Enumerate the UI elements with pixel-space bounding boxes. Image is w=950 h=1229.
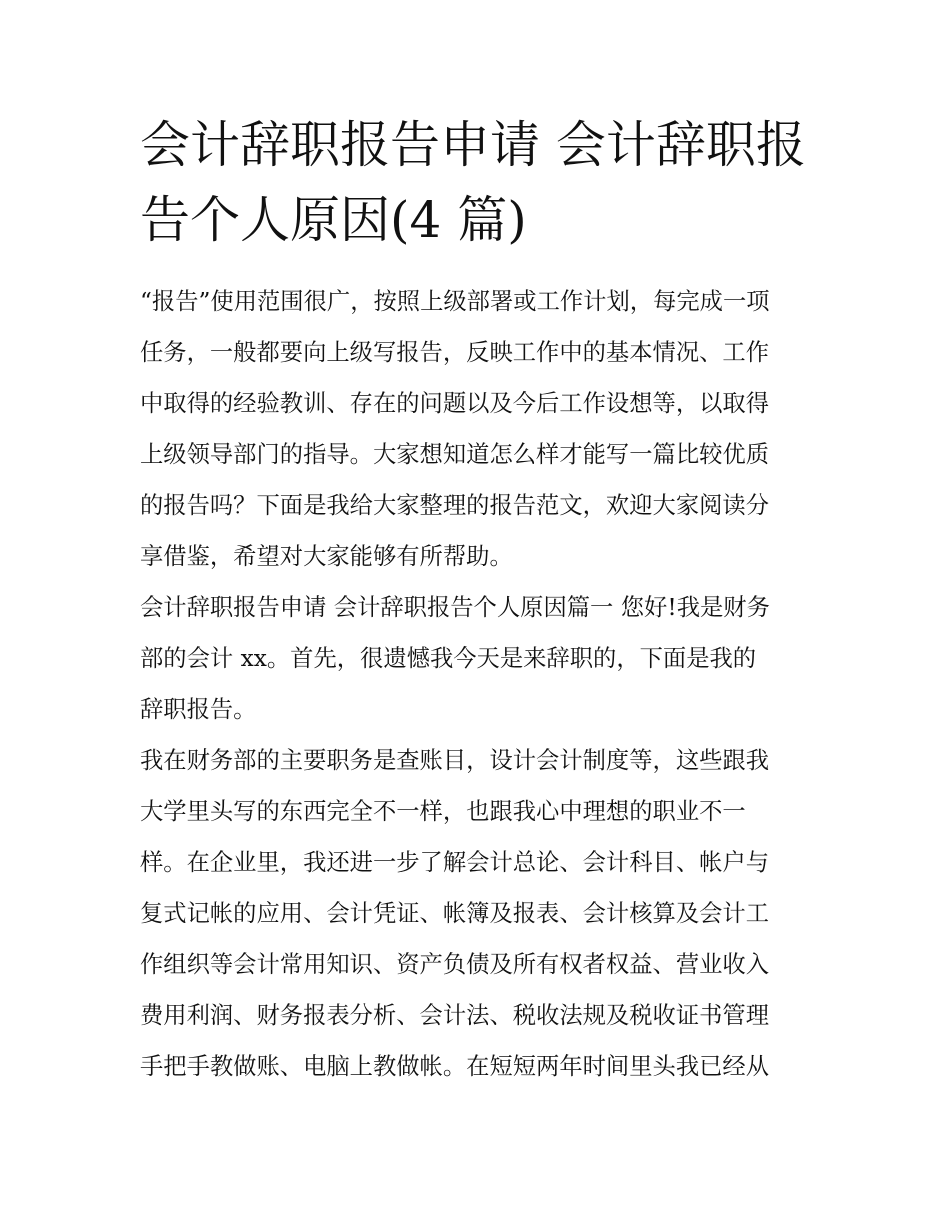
text-line: 样。在企业里，我还进一步了解会计总论、会计科目、帐户与 [140, 849, 770, 876]
text-line: 我在财务部的主要职务是查账目，设计会计制度等，这些跟我 [140, 747, 770, 774]
text-line: 辞职报告。 [140, 696, 257, 723]
text-line: 手把手教做账、电脑上教做帐。在短短两年时间里头我已经从 [140, 1053, 770, 1080]
text-line: 费用利润、财务报表分析、会计法、税收法规及税收证书管理 [140, 1002, 770, 1029]
section-one-paragraph [140, 582, 820, 735]
text-line: 享借鉴，希望对大家能够有所帮助。 [140, 543, 513, 570]
document-title [140, 108, 820, 258]
document-body [140, 276, 820, 1092]
text-line: 大学里头写的东西完全不一样，也跟我心中理想的职业不一 [140, 798, 746, 825]
title-line: 会计辞职报告申请 会计辞职报 [140, 116, 806, 174]
intro-paragraph [140, 276, 820, 582]
text-line: 复式记帐的应用、会计凭证、帐簿及报表、会计核算及会计工 [140, 900, 770, 927]
text-line: 的报告吗？下面是我给大家整理的报告范文，欢迎大家阅读分 [140, 492, 770, 519]
text-line: 中取得的经验教训、存在的问题以及今后工作设想等，以取得 [140, 390, 770, 417]
text-line: 上级领导部门的指导。大家想知道怎么样才能写一篇比较优质 [140, 441, 770, 468]
text-line: 作组织等会计常用知识、资产负债及所有权者权益、营业收入 [140, 951, 770, 978]
text-line: 任务，一般都要向上级写报告，反映工作中的基本情况、工作 [140, 339, 770, 366]
body-paragraph [140, 735, 820, 1092]
title-line: 告个人原因(4 篇) [140, 191, 527, 249]
text-line: 会计辞职报告申请 会计辞职报告个人原因篇一 您好!我是财务 [140, 594, 770, 621]
text-line: 部的会计 xx。首先，很遗憾我今天是来辞职的，下面是我的 [140, 645, 757, 672]
text-line: “报告”使用范围很广，按照上级部署或工作计划，每完成一项 [140, 288, 770, 315]
